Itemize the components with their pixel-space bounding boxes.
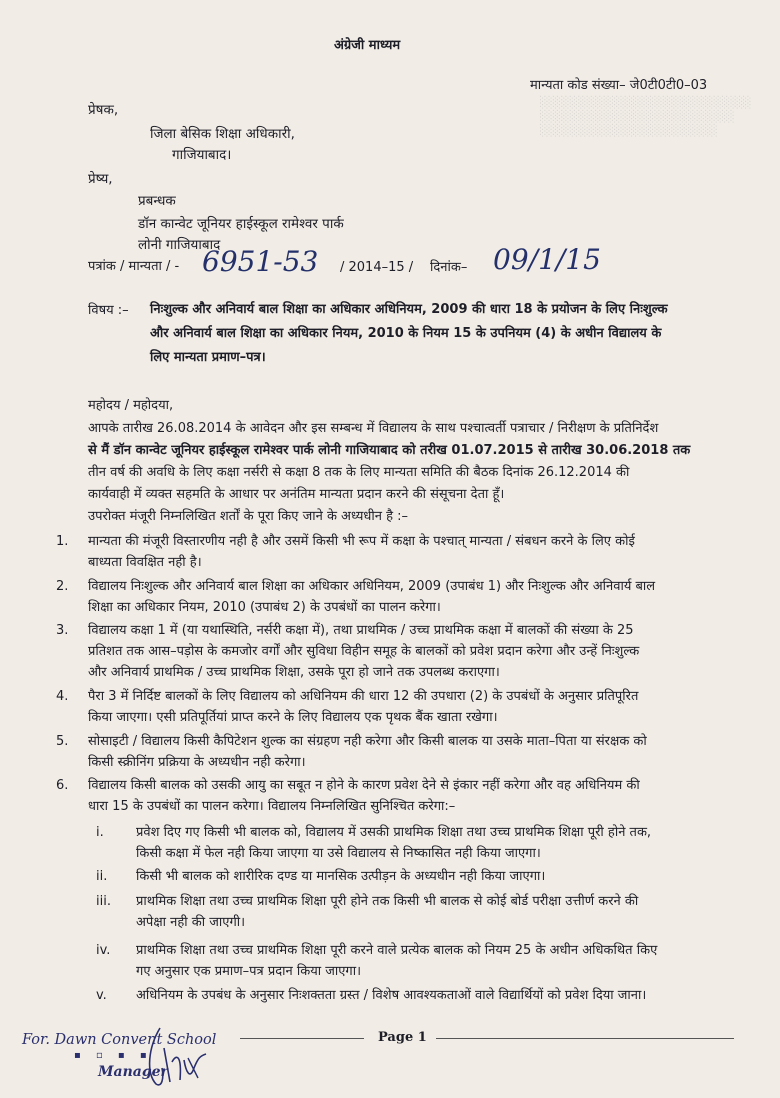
condition-line: शिक्षा का अधिकार नियम, 2010 (उपाबंध 2) के उपबंधों का पालन करेगा। <box>88 600 441 615</box>
condition-number: 1. <box>56 534 69 549</box>
signature-icon <box>142 1018 262 1090</box>
condition-line: विद्यालय कक्षा 1 में (या यथास्थिति, नर्सरी कक्षा में), तथा प्राथमिक / उच्च प्राथमिक कक्षा में बालकों की संख्या के 25 <box>88 623 634 638</box>
subcondition-line: प्राथमिक शिक्षा तथा उच्च प्राथमिक शिक्षा पूरी करने वाले प्रत्येक बालक को नियम 25 के अधीन अधिकथित किए <box>136 943 658 958</box>
recipient-label: प्रेष्य, <box>88 171 113 187</box>
stamp-marks: ▪ ▫ ▪ ▪ <box>74 1050 153 1061</box>
subcondition-number: iii. <box>96 894 111 909</box>
school-stamp-line: For. Dawn Convent School <box>22 1032 217 1048</box>
condition-line: प्रतिशत तक आस–पड़ोस के कमजोर वर्गों और सुविधा विहीन समूह के बालकों को प्रवेश प्रदान करेगा और उन्हें निःशुल्क <box>88 644 640 659</box>
recipient-title: प्रबन्धक <box>138 193 176 209</box>
subject-label: विषय :– <box>88 303 129 318</box>
condition-line: किसी स्क्रीनिंग प्रक्रिया के अध्यधीन नही करेगा। <box>88 755 306 770</box>
reference-prefix: पत्रांक / मान्यता / - <box>88 259 180 274</box>
footer-rule-right <box>436 1038 734 1039</box>
recipient-school: डॉन कान्वेट जूनियर हाईस्कूल रामेश्वर पार्क <box>138 216 344 232</box>
intro-line: कार्यवाही में व्यक्त सहमति के आधार पर अनंतिम मान्यता प्रदान करने की संसूचना देता हूँ। <box>88 487 505 502</box>
condition-text <box>88 531 736 573</box>
intro-line: उपरोक्त मंजूरी निम्नलिखित शर्तों के पूरा किए जाने के अध्यधीन है :– <box>88 509 409 524</box>
handwritten-date: 09/1/15 <box>493 243 601 276</box>
condition-line: विद्यालय निःशुल्क और अनिवार्य बाल शिक्षा का अधिकार अधिनियम, 2009 (उपाबंध 1) और निःशुल्क और अनिवार्य बाल <box>88 579 656 594</box>
subcondition-number: i. <box>96 825 104 840</box>
intro-line: तीन वर्ष की अवधि के लिए कक्षा नर्सरी से कक्षा 8 तक के लिए मान्यता समिति की बैठक दिनांक 26.12.2014 की <box>88 465 630 480</box>
sender-place: गाजियाबाद। <box>172 147 232 163</box>
intro-paragraph <box>88 418 736 528</box>
subcondition-line: अधिनियम के उपबंध के अनुसार निःशक्तता ग्रस्त / विशेष आवश्यकताओं वाले विद्यार्थियों को प्रवेश दिया जाना। <box>136 988 647 1003</box>
condition-line: विद्यालय किसी बालक को उसकी आयु का सबूत न होने के कारण प्रवेश देने से इंकार नहीं करेगा और वह अधिनियम की <box>88 778 640 793</box>
condition-number: 3. <box>56 623 69 638</box>
condition-line: किया जाएगा। एसी प्रतिपूर्तियां प्राप्त करने के लिए विद्यालय एक पृथक बैंक खाता रखेगा। <box>88 710 498 725</box>
subcondition-text <box>136 866 736 887</box>
recipient-place: लोनी गाजियाबाद <box>138 237 221 253</box>
condition-text <box>88 686 736 728</box>
condition-text <box>88 775 736 817</box>
subject-text <box>150 298 740 370</box>
subcondition-text <box>136 985 736 1006</box>
condition-line: पैरा 3 में निर्दिष्ट बालकों के लिए विद्यालय को अधिनियम की धारा 12 की उपधारा (2) के उपबंधों के अनुसार प्रतिपूरित <box>88 689 639 704</box>
condition-text <box>88 620 736 683</box>
condition-number: 2. <box>56 579 69 594</box>
subcondition-text <box>136 891 736 933</box>
show-through-text: ░░░░░░░░░░░░░░░░░░░░░░░░░ ░░░░░░░░░░░░░░░░░░░░░░░ ░░░░░░░░░░░░░░░░░░░░░ <box>540 96 752 137</box>
subcondition-text <box>136 940 736 982</box>
subcondition-line: प्राथमिक शिक्षा तथा उच्च प्राथमिक शिक्षा पूरी होने तक किसी भी बालक से कोई बोर्ड परीक्षा उत्तीर्ण करने की <box>136 894 639 909</box>
salutation: महोदय / महोदया, <box>88 398 174 413</box>
reference-year: / 2014–15 / <box>340 260 414 275</box>
condition-line: सोसाइटी / विद्यालय किसी कैपिटेशन शुल्क का संग्रहण नही करेगा और किसी बालक या उसके माता–पिता या संरक्षक को <box>88 734 647 749</box>
subcondition-number: ii. <box>96 869 108 884</box>
subcondition-line: किसी कक्षा में फेल नही किया जाएगा या उसे विद्यालय से निष्कासित नही किया जाएगा। <box>136 846 541 861</box>
condition-line: धारा 15 के उपबंधों का पालन करेगा। विद्यालय निम्नलिखित सुनिश्चित करेगा:– <box>88 799 456 814</box>
sender-name: जिला बेसिक शिक्षा अधिकारी, <box>150 126 295 142</box>
subcondition-line: किसी भी बालक को शारीरिक दण्ड या मानसिक उत्पीड़न के अध्यधीन नही किया जाएगा। <box>136 869 546 884</box>
intro-line: से मैं डॉन कान्वेट जूनियर हाईस्कूल रामेश्वर पार्क लोनी गाजियाबाद को तरीख 01.07.2015 से तारीख 30.06.2018 तक <box>88 443 691 458</box>
condition-text <box>88 731 736 773</box>
page-number: Page 1 <box>378 1030 427 1045</box>
subcondition-number: v. <box>96 988 107 1003</box>
subject-line: लिए मान्यता प्रमाण–पत्र। <box>150 350 266 365</box>
sender-label: प्रेषक, <box>88 102 119 118</box>
recognition-code: मान्यता कोड संख्या– जे0टी0टी0–03 <box>530 78 708 93</box>
condition-number: 4. <box>56 689 69 704</box>
subcondition-line: प्रवेश दिए गए किसी भी बालक को, विद्यालय में उसकी प्राथमिक शिक्षा तथा उच्च प्राथमिक शिक्षा पूरी होने तक, <box>136 825 652 840</box>
medium-heading: अंग्रेजी माध्यम <box>334 38 401 53</box>
subject-line: निःशुल्क और अनिवार्य बाल शिक्षा का अधिकार अधिनियम, 2009 की धारा 18 के प्रयोजन के लिए निःशुल्क <box>150 302 668 317</box>
subject-line: और अनिवार्य बाल शिक्षा का अधिकार नियम, 2010 के नियम 15 के उपनियम (4) के अधीन विद्यालय के <box>150 326 662 341</box>
subcondition-text <box>136 822 736 864</box>
condition-line: बाध्यता विवक्षित नही है। <box>88 555 202 570</box>
condition-number: 6. <box>56 778 69 793</box>
condition-text <box>88 576 736 618</box>
subcondition-line: गए अनुसार एक प्रमाण–पत्र प्रदान किया जाएगा। <box>136 964 362 979</box>
subcondition-line: अपेक्षा नही की जाएगी। <box>136 915 246 930</box>
stamp-designation: Manager <box>98 1064 168 1080</box>
condition-line: मान्यता की मंजूरी विस्तारणीय नही है और उसमें किसी भी रूप में कक्षा के पश्चात् मान्यता / संबधन करने के लिए कोई <box>88 534 635 549</box>
condition-number: 5. <box>56 734 69 749</box>
handwritten-reference-number: 6951-53 <box>202 245 319 278</box>
condition-line: और अनिवार्य प्राथमिक / उच्च प्राथमिक शिक्षा, उसके पूरा हो जाने तक उपलब्ध कराएगा। <box>88 665 500 680</box>
subcondition-number: iv. <box>96 943 111 958</box>
intro-line: आपके तारीख 26.08.2014 के आवेदन और इस सम्बन्ध में विद्यालय के साथ पश्चात्वर्ती पत्राचार / निरीक्षण के प्रतिनिर्देश <box>88 421 659 436</box>
date-label: दिनांक– <box>430 260 468 275</box>
